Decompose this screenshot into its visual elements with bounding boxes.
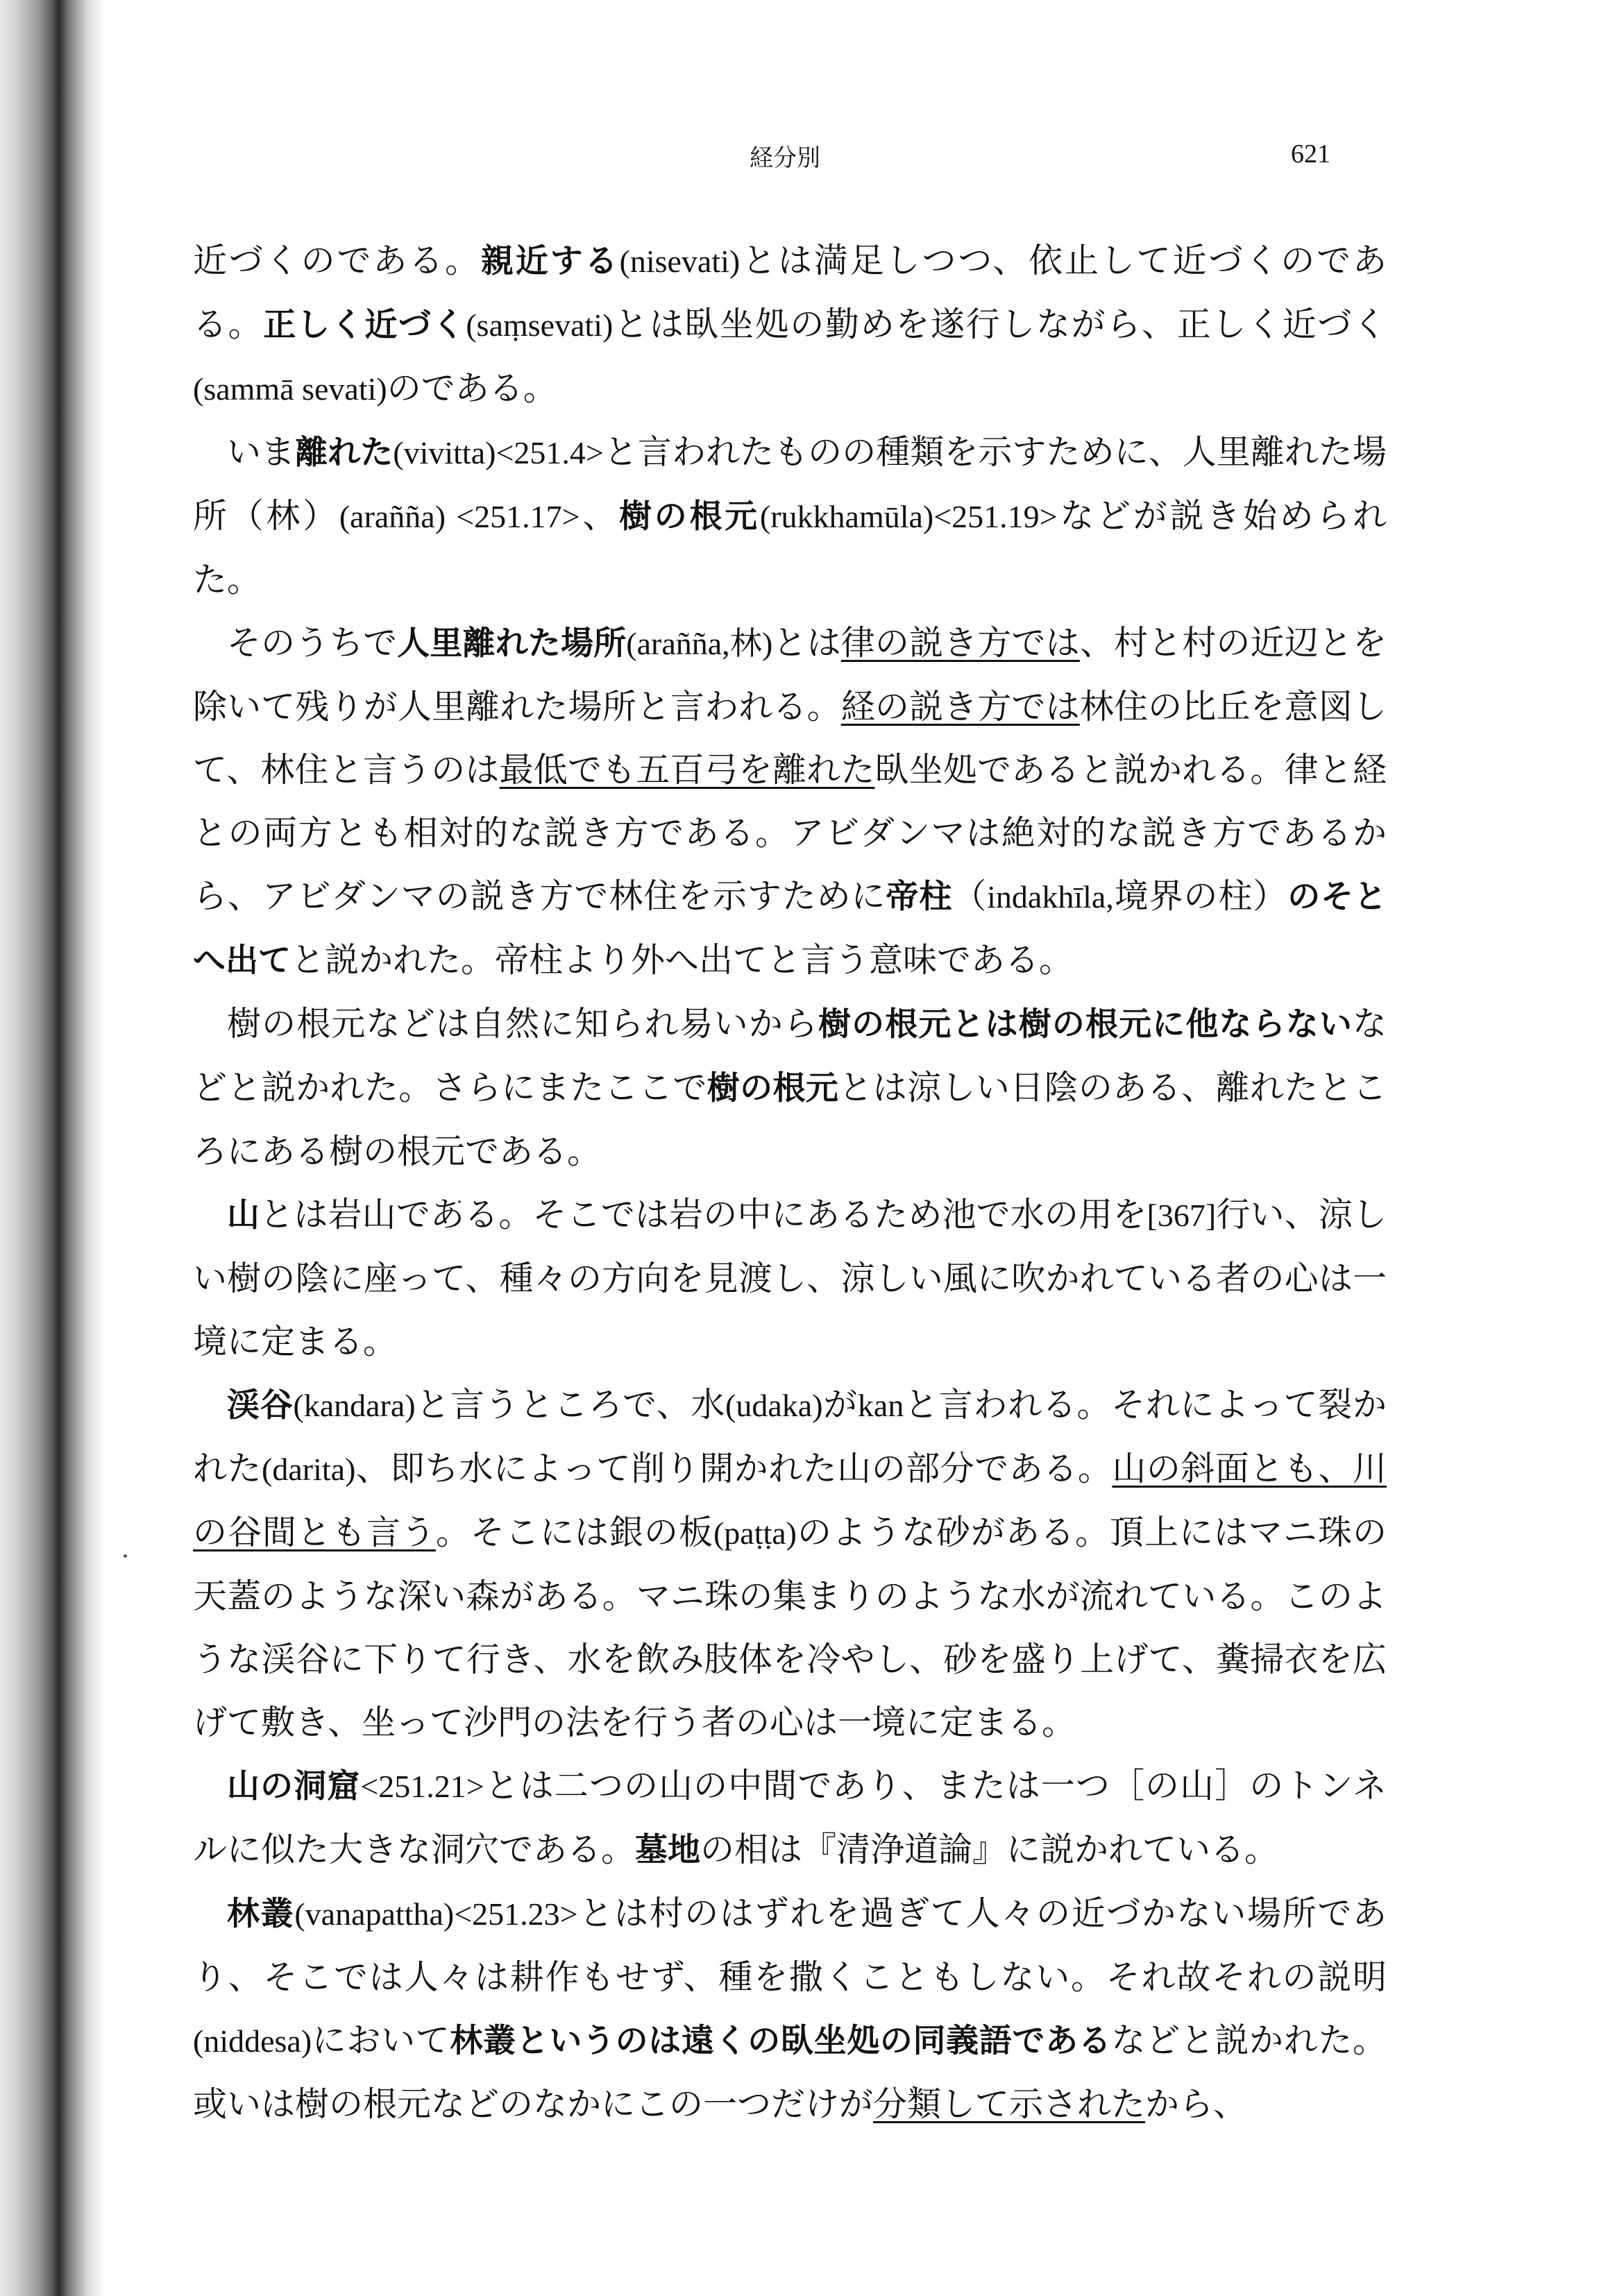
text-run: などと説かれた。さらにまたここで [193, 1004, 1387, 1107]
scan-speck [124, 1554, 127, 1558]
latin-reference: [367] [1147, 1198, 1217, 1233]
text-run: のである。 [387, 368, 557, 408]
bold-term: 渓谷 [227, 1386, 294, 1425]
text-run: （ [952, 876, 988, 916]
latin-reference: (kandara) [293, 1388, 416, 1423]
latin-reference: (sammā sevati) [193, 371, 387, 407]
underlined-phrase: 経の説き方では [840, 687, 1080, 726]
text-run: そのうちで [227, 623, 398, 663]
bold-term: のそとへ出て [193, 878, 1387, 980]
latin-reference: (paṭṭa) [713, 1515, 797, 1551]
text-run: 境界の柱） [1113, 876, 1288, 916]
paragraph [193, 1183, 1387, 1373]
latin-reference: (niddesa) [193, 2023, 312, 2059]
text-run: の相は『清浄道論』に説かれている。 [700, 1830, 1279, 1869]
bold-term: 帝柱 [886, 878, 953, 916]
underlined-phrase: 分類して示された [873, 2084, 1146, 2124]
text-run: とは二つの山の中間であり、または一つ［の山］のトンネルに似た大きな洞穴である。 [193, 1766, 1387, 1869]
text-run: のような砂がある。頂上にはマニ珠の天蓋のような深い森がある。マニ珠の集まりのような水が流れている。このような渓谷に下りて行き、水を飲み肢体を冷やし、砂を盛り上げて、糞掃衣を広げて敷き、坐って沙門の法を行う者の心は一境に定まる。 [193, 1513, 1387, 1742]
latin-reference: <251.21> [360, 1769, 484, 1804]
text-run: から、 [1145, 2084, 1248, 2124]
header-title: 経分別 [750, 144, 820, 172]
bold-term: 山の洞窟 [227, 1767, 361, 1805]
bold-term: 樹の根元 [707, 1069, 839, 1107]
text-run: とは岩山である。そこでは岩の中にあるため池で水の用を [260, 1195, 1147, 1234]
text-run: とは臥坐処の勤めを遂行しながら、正しく近づく [613, 305, 1387, 344]
text-run: 、 [580, 496, 620, 536]
text-run: 樹の根元などは自然に知られ易いから [227, 1004, 819, 1044]
bold-term: 林叢というのは遠くの臥坐処の同義語である [450, 2022, 1112, 2060]
latin-reference: (rukkhamūla)<251.19> [759, 499, 1058, 534]
bold-term: 樹の根元 [619, 498, 760, 536]
text-run: いま [227, 432, 296, 472]
latin-reference: (vanapattha)<251.23> [294, 1896, 578, 1932]
paragraph [193, 1882, 1387, 2136]
text-run: 林住の比丘を意図して、林住と言うのは [193, 687, 1387, 790]
text-run: とは [772, 623, 841, 663]
paragraph [193, 1373, 1387, 1754]
latin-reference: (arañña,林) [626, 626, 773, 661]
bold-term: 墓地 [635, 1831, 701, 1869]
latin-reference: kan [857, 1388, 904, 1423]
page-number: 621 [1291, 139, 1330, 169]
text-run: において [312, 2021, 450, 2060]
latin-reference: (arañña) <251.17> [339, 499, 580, 534]
text-run: などが説き始められた。 [193, 496, 1387, 599]
text-run: 、村と村の近辺とを除いて残りが人里離れた場所と言われる。 [193, 623, 1387, 726]
bold-term: 正しく近づく [263, 306, 466, 344]
underlined-phrase: 最低でも五百弓を離れた [499, 750, 875, 790]
latin-reference: indakhīla, [987, 879, 1114, 915]
paragraph [193, 992, 1387, 1183]
text-run: とは満足しつつ、依止して近づくのである。 [193, 241, 1387, 344]
bold-term: 人里離れた場所 [397, 624, 627, 663]
paragraph [193, 1754, 1387, 1882]
latin-reference: (vivitta)<251.4> [393, 435, 604, 470]
text-run: 行い、涼しい樹の陰に座って、種々の方向を見渡し、涼しい風に吹かれている者の心は一境に定まる。 [193, 1195, 1387, 1361]
text-run: と説かれた。帝柱より外へ出てと言う意味である。 [291, 940, 1074, 980]
bold-term: 親近する [481, 242, 620, 280]
bold-term: 樹の根元とは樹の根元に他ならない [818, 1005, 1353, 1044]
bold-term: 離れた [295, 434, 394, 472]
paragraph [193, 229, 1387, 420]
text-run: とは村のはずれを過ぎて人々の近づかない場所であり、そこでは人々は耕作もせず、種を撒くこともしない。それ故それの説明 [193, 1894, 1387, 1997]
text-run: と言われる。それによって裂かれた [193, 1385, 1387, 1488]
running-header [0, 139, 1624, 180]
latin-reference: (darita) [262, 1452, 356, 1487]
text-run: と言うところで、水 [415, 1385, 726, 1425]
paragraph [193, 420, 1387, 611]
text-run: などと説かれた。或いは樹の根元などのなかにこの一つだけが [193, 2021, 1387, 2124]
text-run: と言われたものの種類を示すために、人里離れた場所（林） [193, 432, 1387, 536]
book-binding-shadow [0, 0, 104, 2296]
text-run: とは涼しい日陰のある、離れたところにある樹の根元である。 [193, 1068, 1387, 1171]
paragraph [193, 611, 1387, 992]
text-run: 、即ち水によって削り開かれた山の部分である。 [355, 1449, 1113, 1488]
latin-reference: (nisevati) [619, 244, 741, 279]
bold-term: 林叢 [227, 1895, 295, 1933]
text-run: 。そこには銀の板 [435, 1513, 713, 1552]
text-run: 近づくのである。 [193, 241, 481, 280]
latin-reference: (saṃsevati) [466, 307, 614, 343]
text-run: が [822, 1385, 858, 1425]
underlined-phrase: 律の説き方では [840, 623, 1080, 663]
latin-reference: (udaka) [725, 1388, 823, 1423]
underlined-phrase: 山の斜面とも、川の谷間とも言う [193, 1449, 1387, 1552]
bold-term: 山 [227, 1196, 260, 1234]
text-run: 臥坐処であると説かれる。律と経との両方とも相対的な説き方である。アビダンマは絶対的な説き方であるから、アビダンマの説き方で林住を示すために [193, 750, 1387, 916]
body-text [193, 229, 1387, 2136]
